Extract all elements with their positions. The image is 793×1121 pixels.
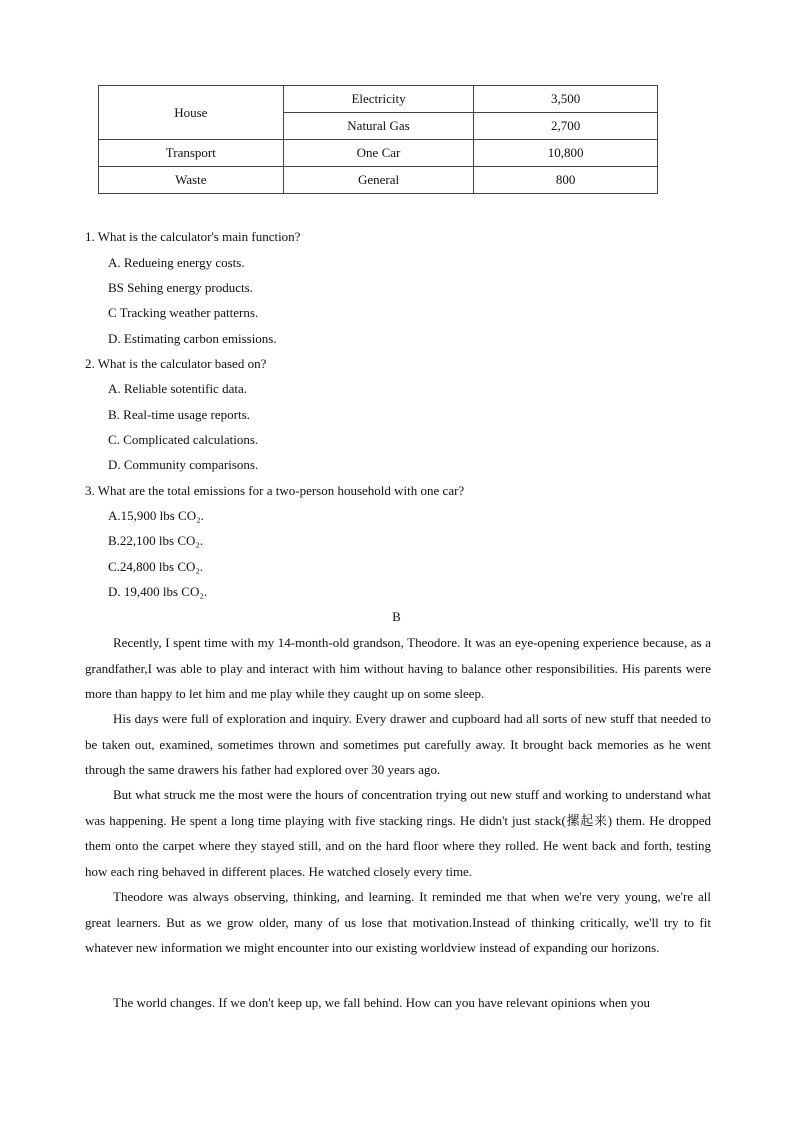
item-cell: General [283, 167, 474, 194]
section-heading: B [392, 609, 401, 624]
question-1-option-d: D. Estimating carbon emissions. [108, 331, 277, 346]
category-cell: Transport [99, 140, 284, 167]
question-3-option-c: C.24,800 lbs CO₂. [108, 559, 204, 574]
item-cell: Electricity [283, 86, 474, 113]
question-1-option-a: A. Redueing energy costs. [108, 255, 245, 270]
emissions-table [98, 85, 658, 194]
question-1-option-c: C Tracking weather patterns. [108, 305, 259, 320]
question-2-option-c: C. Complicated calculations. [108, 432, 259, 447]
question-2: 2. What is the calculator based on? [85, 356, 267, 371]
question-1: 1. What is the calculator's main function? [85, 229, 301, 244]
value-cell: 2,700 [474, 113, 658, 140]
question-3: 3. What are the total emissions for a two-person household with one car? [85, 483, 465, 498]
value-cell: 3,500 [474, 86, 658, 113]
table-row [99, 86, 658, 113]
question-3-option-a: A.15,900 lbs CO₂. [108, 508, 204, 523]
value-cell: 10,800 [474, 140, 658, 167]
table-row [99, 167, 658, 194]
item-cell: Natural Gas [283, 113, 474, 140]
passage-paragraph-5: The world changes. If we don't keep up, we fall behind. How can you have relevant opinions when you [113, 995, 650, 1010]
question-2-option-a: A. Reliable sotentific data. [108, 381, 247, 396]
passage-paragraph-1: Recently, I spent time with my 14-month-old grandson, Theodore. It was an eye-opening experience because, as a grandfather,I was able to play and interact with him without having to balance other responsibilities. His parents were more than happy to let him and me play while they caught up on some sleep. [85, 635, 711, 701]
category-cell: House [99, 86, 284, 140]
question-2-option-b: B. Real-time usage reports. [108, 407, 250, 422]
passage-paragraph-3: But what struck me the most were the hours of concentration trying out new stuff and working to understand what was happening. He spent a long time playing with five stacking rings. He didn't just stack(摞起来) them. He dropped them onto the carpet where they stayed still, and on the hard floor where they rolled. He went back and forth, testing how each ring behaved in different places. He watched closely every time. [85, 787, 711, 879]
question-1-option-b: BS Sehing energy products. [108, 280, 253, 295]
question-3-option-b: B.22,100 lbs CO₂. [108, 533, 204, 548]
value-cell: 800 [474, 167, 658, 194]
passage-paragraph-2: His days were full of exploration and inquiry. Every drawer and cupboard had all sorts of new stuff that needed to be taken out, examined, sometimes thrown and sometimes put carefully away. It brought back memories as he went through the same drawers his father had explored over 30 years ago. [85, 711, 711, 777]
category-cell: Waste [99, 167, 284, 194]
table-row [99, 140, 658, 167]
question-2-option-d: D. Community comparisons. [108, 457, 259, 472]
question-3-option-d: D. 19,400 lbs CO₂. [108, 584, 208, 599]
item-cell: One Car [283, 140, 474, 167]
passage-paragraph-4: Theodore was always observing, thinking, and learning. It reminded me that when we're very young, we're all great learners. But as we grow older, many of us lose that motivation.Instead of thinking critically, we'll try to fit whatever new information we might encounter into our existing worldview instead of expanding our horizons. [85, 889, 711, 955]
